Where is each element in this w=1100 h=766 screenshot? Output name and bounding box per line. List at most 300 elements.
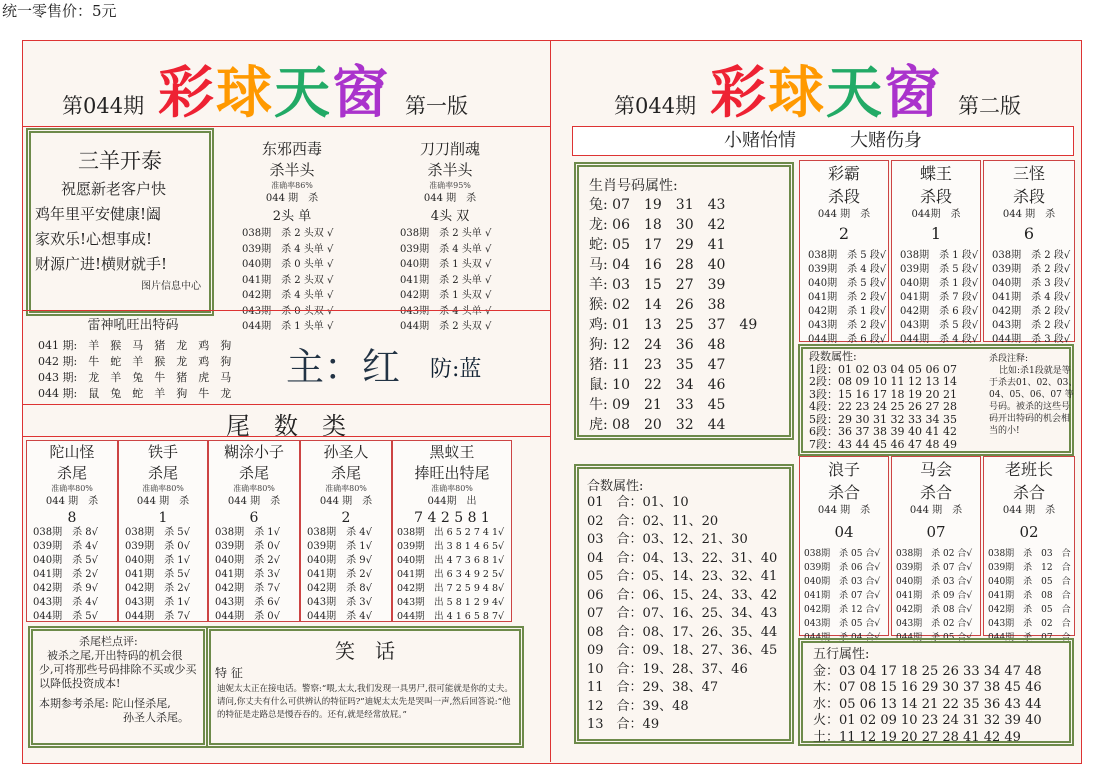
zodiac-nums: 07 19 31 43	[612, 197, 726, 213]
greeting-line: 祝愿新老客户快	[61, 180, 167, 198]
comment-line: 少,可将那些号码排除不买或少买	[39, 663, 197, 676]
dongxie-period: 044 期 杀	[265, 193, 319, 204]
history-row: 041期 杀 2 头双 √	[242, 274, 334, 286]
seg-history	[984, 249, 1074, 347]
tail-value: 6	[249, 509, 259, 526]
joke-title: 笑 话	[335, 639, 395, 663]
history-row: 039期 杀 0√	[125, 540, 190, 552]
tail-title: 黑蚁王	[429, 443, 475, 461]
dongxie-accuracy: 准确率86%	[271, 181, 313, 190]
history-row: 040期 杀 03 合√	[896, 576, 973, 587]
tail-title: 铁手	[147, 443, 178, 461]
heshu-row: 09 合：09、18、27、36、45	[587, 643, 778, 658]
greeting-line: 家欢乐!心想事成!	[35, 230, 153, 248]
history-row: 042期 杀 6 段√	[900, 305, 979, 317]
wuxing-list	[803, 643, 1069, 746]
history-row: 038期 杀 03 合	[988, 548, 1071, 559]
zodiac-box	[574, 162, 794, 440]
page1-header-rule	[22, 126, 550, 127]
history-row: 039期 杀 0√	[215, 540, 280, 552]
tail-panel-hutu	[208, 440, 300, 622]
history-row: 044期 杀 4 段√	[900, 333, 979, 345]
zodiac-name: 蛇	[589, 237, 603, 253]
heshu-rows	[579, 494, 789, 735]
history-row: 041期 杀 3√	[215, 568, 280, 580]
heshu-title: 合数属性:	[587, 479, 644, 494]
history-row: 038期 杀 4√	[307, 526, 372, 538]
page2-edition: 第二版	[958, 94, 1021, 118]
joke-subtitle: 特 征	[215, 666, 243, 680]
zodiac-nums: 05 17 29 41	[612, 237, 726, 253]
seg-sub: 杀段	[827, 187, 860, 206]
tail-history	[393, 526, 511, 624]
tail-accuracy: 准确率80%	[51, 484, 93, 493]
leishen-title: 雷神吼旺出特码	[87, 318, 179, 333]
history-row: 042期 杀 1 段√	[808, 305, 887, 317]
zodiac-row: 狗: 12 24 36 48	[589, 337, 726, 353]
tail-period: 044 期 杀	[136, 496, 190, 507]
heshu-row: 11 合：29、38、47	[587, 680, 719, 695]
tail-sub: 杀尾	[147, 464, 178, 482]
tail-history	[119, 526, 207, 624]
heshu-row: 05 合：05、14、23、32、41	[587, 569, 778, 584]
history-row: 043期 杀 6√	[215, 596, 280, 608]
comment-title: 杀尾栏点评:	[79, 635, 138, 648]
zodiac-name: 鼠	[589, 377, 603, 393]
comment-ref	[39, 697, 199, 711]
duan-row: 2段：08 09 10 11 12 13 14	[809, 375, 957, 388]
seg-history	[892, 249, 980, 347]
heshu-row: 12 合：39、48	[587, 698, 689, 714]
daodao-period: 044 期 杀	[423, 193, 477, 204]
he-value: 07	[926, 522, 946, 541]
history-row: 039期 杀 12 合	[988, 562, 1071, 573]
zodiac-nums: 12 24 36 48	[612, 337, 726, 353]
wuxing-row: 土：11 12 19 20 27 28 41 42 49	[813, 729, 1021, 745]
history-row: 040期 杀 5 段√	[808, 277, 887, 289]
tail-section-title: 尾 数 类	[226, 412, 346, 440]
he-title: 马会	[919, 460, 952, 479]
zodiac-nums: 01 13 25 37 49	[612, 317, 758, 333]
comment-ref-1: 陀山怪杀尾,	[112, 697, 171, 710]
zodiac-row: 鸡: 01 13 25 37 49	[589, 317, 758, 333]
zodiac-name: 猪	[589, 357, 603, 373]
history-row: 043期 杀 2 段√	[992, 319, 1071, 331]
zodiac-nums: 02 14 26 38	[612, 297, 726, 313]
tail-sub: 杀尾	[330, 464, 361, 482]
history-row: 041期 杀 7 段√	[900, 291, 979, 303]
wuxing-row: 水：05 06 13 14 21 22 35 36 43 44	[813, 696, 1042, 712]
zodiac-row: 兔: 07 19 31 43	[589, 197, 726, 213]
history-row: 044期 杀 5√	[33, 610, 98, 622]
duan-row: 1段：01 02 03 04 05 06 07	[809, 362, 957, 376]
heshu-row: 10 合：19、28、37、46	[587, 661, 748, 677]
tail-accuracy: 准确率80%	[142, 484, 184, 493]
history-row: 043期 杀 0 头双 √	[242, 305, 334, 317]
dongxie-panel	[232, 138, 352, 335]
seg-title: 蝶王	[919, 164, 952, 183]
comment-line: 被杀之尾,开出特码的机会很	[47, 649, 183, 662]
history-row: 043期 杀 1√	[125, 596, 190, 608]
history-row: 039期 杀 4 头单 √	[400, 243, 492, 255]
duan-note-title: 杀段注释:	[989, 354, 1029, 364]
wuxing-box	[798, 638, 1074, 746]
history-row: 041期 杀 09 合√	[896, 590, 973, 601]
greeting-footer: 图片信息中心	[141, 281, 201, 292]
history-row: 043期 出 5 8 1 2 9 4√	[397, 596, 505, 608]
duan-row: 3段：15 16 17 18 19 20 21	[809, 387, 957, 401]
zodiac-title: 生肖号码属性:	[589, 178, 678, 194]
history-row: 044期 杀 4√	[307, 610, 372, 622]
history-row: 044期 杀 04 合√	[804, 632, 881, 643]
history-row: 044期 杀 6 段√	[808, 333, 887, 345]
history-row: 041期 杀 2 段√	[808, 291, 887, 303]
history-row: 039期 杀 5 段√	[900, 263, 979, 275]
he-title: 浪子	[827, 460, 860, 479]
duan-row: 7段：43 44 45 46 47 48 49	[809, 437, 957, 451]
history-row: 038期 出 6 5 2 7 4 1√	[397, 526, 505, 538]
duan-note-line: 号码。被杀的这些号	[989, 402, 1071, 412]
history-row: 043期 杀 2 段√	[808, 319, 887, 331]
greeting-title: 三羊开泰	[78, 149, 162, 173]
history-row: 038期 杀 5 段√	[808, 249, 887, 261]
zodiac-name: 兔	[589, 197, 603, 213]
comment-ref-2: 孙圣人杀尾。	[123, 711, 189, 724]
duan-note-line: 码开出特码的机会相	[989, 414, 1071, 424]
color-guard: 防:蓝	[430, 357, 482, 382]
zodiac-name: 羊	[589, 277, 603, 293]
page1-logo: 彩球天窗	[158, 61, 390, 126]
he-period: 044 期 杀	[1002, 505, 1056, 516]
tail-value: 7 4 2 5 8 1	[414, 509, 490, 526]
history-row: 041期 出 6 3 4 9 2 5√	[397, 568, 505, 580]
wuxing-row: 金：03 04 17 18 25 26 33 34 47 48	[813, 663, 1042, 679]
history-row: 042期 杀 05 合	[988, 604, 1071, 615]
comment-line: 以降低投资成本!	[39, 677, 121, 690]
zodiac-nums: 09 21 33 45	[612, 397, 726, 413]
duan-note-line: 04、05、06、07 等	[989, 390, 1074, 400]
heshu-row: 13 合：49	[587, 717, 660, 732]
history-row: 042期 杀 12 合√	[804, 604, 881, 615]
history-row: 043期 杀 3√	[307, 596, 372, 608]
history-row: 043期 杀 5 段√	[900, 319, 979, 331]
tail-accuracy: 准确率80%	[233, 484, 275, 493]
center-fold-line	[550, 40, 551, 762]
tail-title: 陀山怪	[49, 443, 95, 461]
history-row: 040期 杀 9√	[307, 554, 372, 566]
history-row: 041期 杀 07 合√	[804, 590, 881, 601]
seg-period: 044期 杀	[911, 209, 961, 220]
history-row: 043期 杀 02 合	[988, 618, 1071, 629]
history-row: 041期 杀 2√	[307, 568, 372, 580]
heshu-row: 02 合：02、11、20	[587, 513, 719, 529]
daodao-subtitle: 杀半头	[427, 161, 473, 179]
page2-logo: 彩球天窗	[710, 61, 942, 126]
zodiac-nums: 04 16 28 40	[612, 257, 726, 273]
history-row: 038期 杀 1√	[215, 526, 280, 538]
dongxie-title: 东邪西毒	[261, 140, 322, 158]
history-row: 039期 杀 4 段√	[808, 263, 887, 275]
zodiac-name: 马	[589, 257, 603, 273]
zodiac-row: 猴: 02 14 26 38	[589, 297, 726, 313]
zodiac-name: 龙	[589, 217, 603, 233]
leishen-row: 043 期: 龙 羊 兔 牛 猪 虎 马	[38, 370, 232, 384]
daodao-history	[390, 226, 510, 335]
duan-note-line: 比如:杀1段就是等	[999, 366, 1071, 376]
history-row: 038期 杀 5√	[125, 526, 190, 538]
heshu-row: 06 合：06、15、24、33、42	[587, 587, 778, 603]
page1-rule	[22, 436, 550, 437]
seg-period: 044 期 杀	[817, 209, 871, 220]
he-sub: 杀合	[827, 483, 860, 502]
history-row: 040期 杀 1 段√	[900, 277, 979, 289]
history-row: 040期 杀 1 头双 √	[400, 259, 492, 270]
joke-box	[206, 626, 524, 748]
history-row: 038期 杀 8√	[33, 526, 98, 538]
zodiac-name: 狗	[589, 337, 603, 353]
he-panel-laobanzhang	[983, 456, 1075, 643]
zodiac-row: 牛: 09 21 33 45	[589, 397, 726, 413]
tail-panel-sunsheng	[300, 440, 392, 622]
zodiac-nums: 08 20 32 44	[612, 417, 726, 433]
seg-panel-diewang	[891, 160, 981, 345]
history-row: 040期 杀 3 段√	[992, 277, 1071, 289]
he-sub: 杀合	[1012, 483, 1045, 502]
he-history	[800, 547, 888, 645]
tail-accuracy: 准确率80%	[325, 484, 367, 493]
history-row: 040期 出 4 7 3 6 8 1√	[397, 554, 505, 566]
tail-history	[209, 526, 299, 624]
he-panel-mahui	[891, 456, 981, 643]
history-row: 041期 杀 08 合	[988, 590, 1071, 601]
dongxie-subtitle: 杀半头	[269, 161, 315, 179]
tail-history	[27, 526, 117, 624]
zodiac-row: 鼠: 10 22 34 46	[589, 377, 726, 393]
history-row: 044期 杀 05 合√	[896, 632, 973, 643]
he-history	[984, 547, 1074, 645]
tail-sub: 杀尾	[56, 464, 87, 482]
heshu-row: 07 合：07、16、25、34、43	[587, 606, 778, 621]
page1-rule	[22, 404, 550, 405]
zodiac-row: 马: 04 16 28 40	[589, 257, 726, 273]
history-row: 043期 杀 4 头单 √	[400, 305, 492, 317]
seg-title: 三怪	[1012, 164, 1045, 183]
history-row: 041期 杀 2√	[33, 568, 98, 580]
tail-value: 1	[158, 509, 168, 526]
history-row: 040期 杀 0 头单 √	[242, 259, 334, 270]
greeting-box	[26, 128, 214, 316]
history-row: 043期 杀 4√	[33, 596, 98, 608]
history-row: 042期 杀 4 头单 √	[242, 290, 334, 301]
history-row: 039期 杀 4√	[33, 540, 98, 552]
history-row: 042期 杀 8√	[307, 582, 372, 594]
duan-row: 6段：36 37 38 39 40 41 42	[809, 425, 957, 438]
duan-row: 4段：22 23 24 25 26 27 28	[809, 400, 957, 413]
history-row: 041期 杀 4 段√	[992, 291, 1071, 303]
duan-list	[809, 351, 957, 451]
tail-period: 044 期 杀	[45, 496, 99, 507]
history-row: 044期 杀 2 头双 √	[400, 321, 492, 332]
tail-title: 孙圣人	[323, 443, 369, 461]
duan-box	[798, 344, 1078, 456]
he-value: 02	[1019, 522, 1039, 541]
history-row: 040期 杀 1√	[125, 554, 190, 566]
zodiac-name: 虎	[589, 417, 603, 433]
leishen-row: 041 期: 羊 猴 马 猪 龙 鸡 狗	[38, 338, 232, 352]
history-row: 041期 杀 5√	[125, 568, 190, 580]
history-row: 043期 杀 02 合√	[896, 618, 973, 629]
tail-sub: 杀尾	[238, 464, 269, 482]
retail-price: 统一零售价：5元	[2, 2, 117, 20]
history-row: 044期 杀 07 合	[988, 632, 1071, 643]
heshu-row: 08 合：08、17、26、35、44	[587, 624, 778, 640]
page2-issue: 第044期	[614, 94, 697, 118]
history-row: 042期 杀 2 段√	[992, 305, 1071, 317]
seg-history	[800, 249, 888, 347]
comment-box	[28, 626, 208, 748]
page1-rule	[22, 310, 550, 311]
zodiac-name: 猴	[589, 297, 603, 313]
daodao-title: 刀刀削魂	[419, 140, 480, 158]
heshu-row: 03 合：03、12、21、30	[587, 532, 748, 547]
tail-period: 044期 出	[427, 496, 477, 507]
history-row: 039期 杀 1√	[307, 540, 372, 552]
seg-value: 1	[930, 223, 942, 243]
history-row: 040期 杀 2√	[215, 554, 280, 566]
history-row: 044期 杀 1 头单 √	[242, 321, 334, 332]
greeting-line: 财源广进!横财就手!	[35, 255, 168, 273]
tail-panel-tieshou	[118, 440, 208, 622]
history-row: 038期 杀 1 段√	[900, 249, 979, 261]
history-row: 038期 杀 2 头单 √	[400, 228, 492, 239]
history-row: 041期 杀 2 头单 √	[400, 274, 492, 286]
daodao-value: 4头 双	[430, 208, 470, 224]
he-panel-langzi	[799, 456, 889, 643]
zodiac-nums: 11 23 35 47	[612, 357, 726, 373]
history-row: 040期 杀 05 合	[988, 576, 1071, 587]
tail-sub: 捧旺出特尾	[414, 464, 490, 482]
duan-row: 5段：29 30 31 32 33 34 35	[809, 412, 957, 426]
tail-history	[301, 526, 391, 624]
comment-ref-label: 本期参考杀尾:	[39, 697, 109, 710]
motto-banner: 小赌怡情 大赌伤身	[572, 126, 1074, 156]
heshu-row: 04 合：04、13、22、31、40	[587, 550, 778, 566]
tail-period: 044 期 杀	[319, 496, 373, 507]
history-row: 039期 出 3 8 1 4 6 5√	[397, 540, 505, 552]
seg-sub: 杀段	[1012, 187, 1045, 206]
tail-value: 8	[67, 509, 77, 526]
history-row: 039期 杀 2 段√	[992, 263, 1071, 275]
history-row: 039期 杀 4 头单 √	[242, 243, 334, 255]
seg-value: 2	[838, 223, 850, 243]
history-row: 042期 杀 9√	[33, 582, 98, 594]
he-period: 044 期 杀	[817, 505, 871, 516]
history-row: 040期 杀 03 合√	[804, 576, 881, 587]
comment-content	[33, 631, 203, 725]
duan-note-line: 当的小!	[989, 426, 1020, 436]
seg-panel-caiba	[799, 160, 889, 345]
history-row: 038期 杀 2 段√	[992, 249, 1071, 261]
zodiac-row: 羊: 03 15 27 39	[589, 277, 726, 293]
seg-title: 彩霸	[827, 164, 860, 183]
leishen-panel	[38, 316, 278, 402]
greeting-lines	[31, 177, 209, 277]
history-row: 042期 杀 7√	[215, 582, 280, 594]
history-row: 044期 杀 7√	[125, 610, 190, 622]
heshu-box	[574, 464, 794, 744]
seg-period: 044 期 杀	[1002, 209, 1056, 220]
he-sub: 杀合	[919, 483, 952, 502]
history-row: 038期 杀 05 合√	[804, 548, 881, 559]
he-history	[892, 547, 980, 645]
color-main: 主：红	[286, 345, 401, 389]
zodiac-name: 鸡	[589, 317, 603, 333]
zodiac-row: 蛇: 05 17 29 41	[589, 237, 726, 253]
history-row: 042期 杀 08 合√	[896, 604, 973, 615]
seg-panel-sanguai	[983, 160, 1075, 345]
history-row: 039期 杀 06 合√	[804, 562, 881, 573]
history-row: 040期 杀 5√	[33, 554, 98, 566]
history-row: 044期 杀 0√	[215, 610, 280, 622]
heshu-row: 01 合：01、10	[587, 495, 689, 510]
zodiac-nums: 10 22 34 46	[612, 377, 726, 393]
daodao-accuracy: 准确率95%	[429, 181, 471, 190]
leishen-row: 044 期: 鼠 兔 蛇 羊 狗 牛 龙	[38, 386, 232, 400]
zodiac-rows	[579, 195, 789, 435]
tail-panel-tuoshan	[26, 440, 118, 622]
wuxing-title: 五行属性:	[813, 647, 870, 662]
tail-panel-blackant	[392, 440, 512, 622]
history-row: 043期 杀 05 合√	[804, 618, 881, 629]
leishen-rows	[38, 338, 278, 402]
wuxing-row: 火：01 02 09 10 23 24 31 32 39 40	[813, 713, 1042, 728]
history-row: 039期 杀 07 合√	[896, 562, 973, 573]
zodiac-nums: 06 18 30 42	[612, 217, 726, 233]
history-row: 042期 杀 2√	[125, 582, 190, 594]
he-title: 老班长	[1004, 460, 1053, 479]
tail-period: 044 期 杀	[227, 496, 281, 507]
zodiac-row: 猪: 11 23 35 47	[589, 357, 726, 373]
history-row: 042期 出 7 2 5 9 4 8√	[397, 582, 505, 594]
zodiac-row: 龙: 06 18 30 42	[589, 217, 726, 233]
history-row: 038期 杀 02 合√	[896, 548, 973, 559]
wuxing-row: 木：07 08 15 16 29 30 37 38 45 46	[813, 680, 1042, 695]
history-row: 044期 杀 3 段√	[992, 333, 1071, 345]
seg-sub: 杀段	[919, 187, 952, 206]
duan-title: 段数属性:	[809, 350, 857, 363]
he-value: 04	[834, 522, 854, 541]
he-period: 044 期 杀	[909, 505, 963, 516]
dongxie-value: 2头 单	[272, 208, 312, 224]
history-row: 038期 杀 2 头双 √	[242, 228, 334, 239]
history-row: 042期 杀 1 头双 √	[400, 290, 492, 301]
greeting-line: 鸡年里平安健康!阖	[35, 205, 162, 223]
daodao-panel	[390, 138, 510, 335]
duan-note-line: 于杀去01、02、03、	[989, 378, 1078, 388]
page1-issue: 第044期	[62, 94, 145, 118]
leishen-row: 042 期: 牛 蛇 羊 猴 龙 鸡 狗	[38, 354, 232, 368]
zodiac-nums: 03 15 27 39	[612, 277, 726, 293]
page1-edition: 第一版	[405, 94, 468, 118]
joke-text: 迪妮太太正在接电话。警察:“喂,太太,我们发现一具男尸,很可能就是你的丈夫。请问,你丈夫有什么可供辨认的特征吗?”迪妮太太先是哭叫一声,然后回答说:“他的特征是走路总是慢吞吞的。还有,就是经常放屁。”	[217, 684, 513, 720]
seg-value: 6	[1023, 223, 1035, 243]
tail-title: 糊涂小子	[223, 443, 284, 461]
zodiac-name: 牛	[589, 397, 603, 413]
duan-note	[989, 353, 1077, 437]
tail-value: 2	[341, 509, 351, 526]
tail-accuracy: 准确率80%	[431, 484, 473, 493]
zodiac-row: 虎: 08 20 32 44	[589, 417, 726, 433]
